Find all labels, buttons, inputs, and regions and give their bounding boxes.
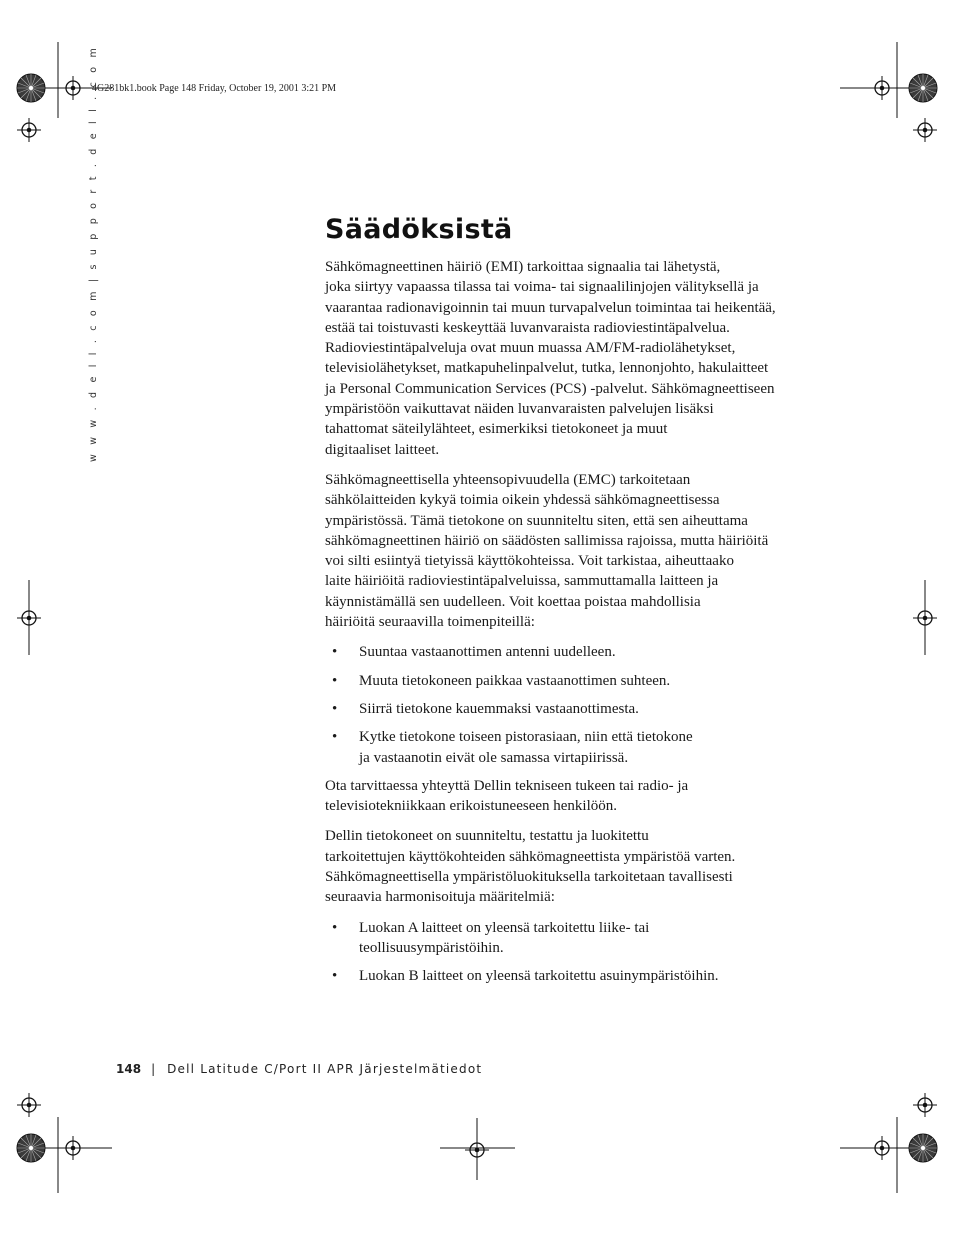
bullet-icon: • bbox=[332, 700, 338, 717]
list-item bbox=[325, 918, 817, 959]
paragraph-classification: Dellin tietokoneet on suunniteltu, testattu ja luokitettu tarkoitettujen käyttökohteiden sähkömagneettista ympäristöä varten. Sähkömagneettisella ympäristöluokituksella tarkoitetaan tavallisesti seuraavia harmonisoituja määritelmiä: bbox=[325, 828, 736, 906]
page-title: Säädöksistä bbox=[325, 214, 513, 245]
print-header-info: 4G281bk1.book Page 148 Friday, October 19, 2001 3:21 PM bbox=[92, 83, 337, 94]
bullet-list-classes bbox=[325, 918, 817, 987]
list-item-text: Suuntaa vastaanottimen antenni uudelleen. bbox=[359, 644, 616, 661]
list-item bbox=[325, 727, 817, 768]
bullet-icon: • bbox=[332, 672, 338, 689]
main-content bbox=[325, 214, 817, 995]
bullet-icon: • bbox=[332, 729, 338, 746]
list-item-text: Luokan A laitteet on yleensä tarkoitettu liike- tai teollisuusympäristöihin. bbox=[359, 919, 650, 956]
footer-doc-title: Dell Latitude C/Port II APR Järjestelmätiedot bbox=[167, 1062, 483, 1076]
list-item bbox=[325, 642, 817, 662]
page-number: 148 bbox=[116, 1062, 142, 1076]
side-url-text: w w w . d e l l . c o m | s u p p o r t . d e l l . c o m bbox=[88, 45, 99, 462]
list-item bbox=[325, 699, 817, 719]
list-item bbox=[325, 966, 817, 986]
paragraph-contact: Ota tarvittaessa yhteyttä Dellin tekniseen tukeen tai radio- ja televisiotekniikkaan erikoistuneeseen henkilöön. bbox=[325, 777, 689, 815]
bullet-icon: • bbox=[332, 919, 338, 936]
bullet-list-measures bbox=[325, 642, 817, 767]
footer-separator: | bbox=[151, 1062, 156, 1076]
list-item-text: Siirrä tietokone kauemmaksi vastaanottimesta. bbox=[359, 700, 639, 717]
list-item-text: Muuta tietokoneen paikkaa vastaanottimen suhteen. bbox=[359, 672, 671, 689]
bullet-icon: • bbox=[332, 968, 338, 985]
list-item-text: Kytke tietokone toiseen pistorasiaan, niin että tietokone ja vastaanotin eivät ole samassa virtapiirissä. bbox=[359, 729, 693, 766]
page-footer bbox=[116, 1062, 482, 1076]
list-item bbox=[325, 671, 817, 691]
list-item-text: Luokan B laitteet on yleensä tarkoitettu asuinympäristöihin. bbox=[359, 968, 719, 985]
paragraph-emc: Sähkömagneettisella yhteensopivuudella (EMC) tarkoitetaan sähkölaitteiden kykyä toimia oikein yhdessä sähkömagneettisessa ympäristössä. Tämä tietokone on suunniteltu siten, että sen aiheuttama sähkömagneettinen häiriö on säädösten sallimissa rajoissa, mutta häiriöitä voi silti esiintyä tietyissä käyttökohteissa. Voit tarkistaa, aiheuttaako laite häiriöitä radioviestintäpalveluissa, sammuttamalla laitteen ja käynnistämällä sen uudelleen. Voit koettaa poistaa mahdollisia häiriöitä seuraavilla toimenpiteillä: bbox=[325, 471, 769, 631]
paragraph-emi: Sähkömagneettinen häiriö (EMI) tarkoittaa signaalia tai lähetystä, joka siirtyy vapaassa tilassa tai voima- tai signaalilinjojen välityksellä ja vaarantaa radionavigoinnin tai muun turvapalvelun toimintaa tai heikentää, estää tai toistuvasti keskeyttää luvanvaraista radioviestintäpalvelua. Radioviestintäpalveluja ovat muun muassa AM/FM-radiolähetykset, televisiolähetykset, matkapuhelinpalvelut, tutka, lennonjohto, hakulaitteet ja Personal Communication Services (PCS) -palvelut. Sähkömagneettiseen ympäristöön vaikuttavat näiden luvanvaraisten palvelujen lisäksi tahattomat säteilylähteet, esimerkiksi tietokoneet ja muut digitaaliset laitteet. bbox=[325, 259, 776, 458]
bullet-icon: • bbox=[332, 644, 338, 661]
